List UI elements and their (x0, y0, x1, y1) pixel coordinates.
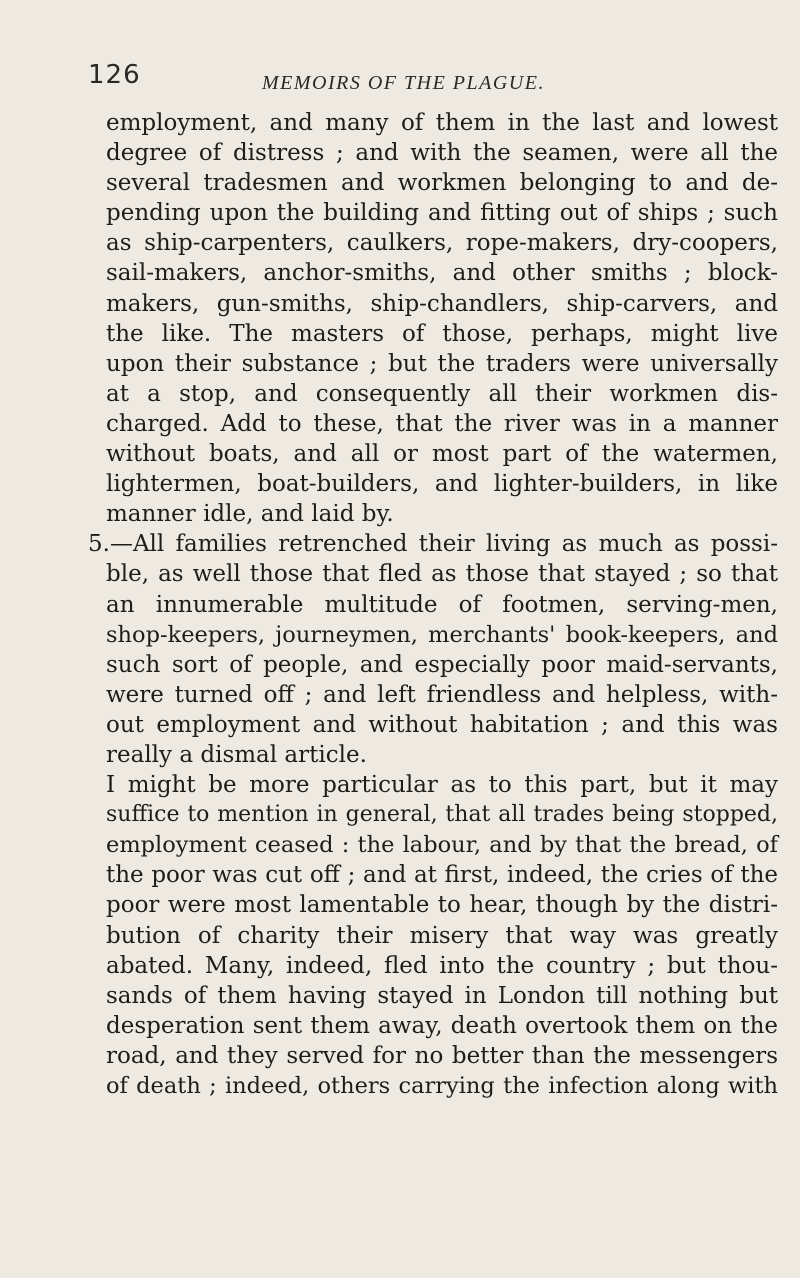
text-line: employment, and many of them in the last and lowest (106, 110, 778, 136)
text-line: charged. Add to these, that the river was in a manner (106, 410, 778, 437)
body-text (88, 108, 778, 1101)
text-line: degree of distress ; and with the seamen, were all the (106, 140, 778, 167)
text-line: without boats, and all or most part of the watermen, (106, 441, 778, 468)
text-line: upon their substance ; but the traders were universally (106, 350, 778, 377)
text-line: sands of them having stayed in London till nothing but (106, 982, 778, 1009)
text-line: sail-makers, anchor-smiths, and other smiths ; block- (106, 260, 778, 287)
text-line: makers, gun-smiths, ship-chandlers, ship-carvers, and (106, 290, 778, 317)
text-line: at a stop, and consequently all their workmen dis- (106, 380, 778, 407)
text-line: out employment and without habitation ; and this was (106, 711, 778, 738)
text-line: 5.—All families retrenched their living as much as possi- (88, 531, 778, 558)
text-line: desperation sent them away, death overtook them on the (106, 1012, 778, 1039)
text-line: road, and they served for no better than the messengers (106, 1042, 778, 1069)
text-line: of death ; indeed, others carrying the infection along with (106, 1073, 778, 1099)
running-head: MEMOIRS OF THE PLAGUE. (262, 72, 545, 94)
text-line: shop-keepers, journeymen, merchants' book-keepers, and (106, 621, 778, 648)
text-line: manner idle, and laid by. (106, 501, 394, 528)
text-line: I might be more particular as to this part, but it may (106, 772, 778, 799)
text-line: the poor was cut off ; and at first, indeed, the cries of the (106, 862, 778, 889)
page-number: 126 (88, 60, 141, 90)
text-line: employment ceased : the labour, and by that the bread, of (106, 832, 778, 859)
text-line: suffice to mention in general, that all trades being stopped, (106, 802, 778, 828)
text-line: bution of charity their misery that way was greatly (106, 922, 778, 949)
text-line: poor were most lamentable to hear, though by the distri- (106, 892, 778, 919)
text-line: abated. Many, indeed, fled into the country ; but thou- (106, 952, 778, 979)
text-line: pending upon the building and fitting out of ships ; such (106, 200, 778, 227)
text-line: lightermen, boat-builders, and lighter-builders, in like (106, 471, 778, 498)
text-line: the like. The masters of those, perhaps, might live (106, 320, 778, 347)
text-line: were turned off ; and left friendless and helpless, with- (106, 681, 778, 708)
text-line: really a dismal article. (106, 741, 367, 768)
text-line: several tradesmen and workmen belonging to and de- (106, 170, 778, 197)
text-line: ble, as well those that fled as those that stayed ; so that (106, 561, 778, 588)
text-line: an innumerable multitude of footmen, serving-men, (106, 591, 778, 618)
text-line: as ship-carpenters, caulkers, rope-makers, dry-coopers, (106, 230, 778, 257)
text-line: such sort of people, and especially poor maid-servants, (106, 651, 778, 678)
